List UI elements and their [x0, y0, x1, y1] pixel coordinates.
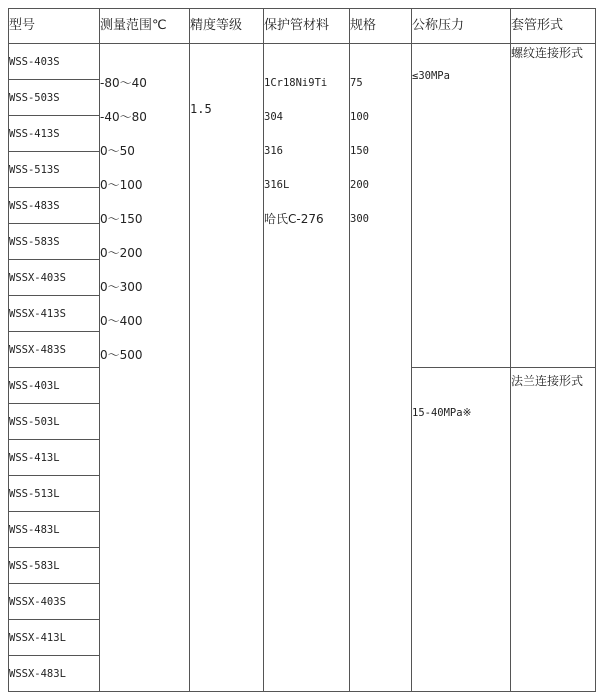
range-item: 0～150	[100, 212, 143, 226]
model-cell: WSS-403L	[9, 368, 100, 404]
size-item: 100	[350, 111, 369, 123]
pressure-value: 15-40MPa※	[412, 407, 472, 419]
size-item: 200	[350, 179, 369, 191]
range-item: 0～200	[100, 246, 143, 260]
header-size: 规格	[350, 9, 412, 44]
material-cell	[264, 44, 350, 692]
model-cell: WSS-503S	[9, 80, 100, 116]
model-cell: WSS-413S	[9, 116, 100, 152]
model-cell: WSS-583S	[9, 224, 100, 260]
model-cell: WSSX-483L	[9, 656, 100, 692]
model-cell: WSSX-403S	[9, 260, 100, 296]
range-item: -80～40	[100, 76, 147, 90]
size-item: 75	[350, 77, 363, 89]
spec-table	[8, 8, 596, 692]
model-cell: WSSX-403S	[9, 584, 100, 620]
model-cell: WSS-583L	[9, 548, 100, 584]
model-cell: WSS-513S	[9, 152, 100, 188]
range-item: -40～80	[100, 110, 147, 124]
range-item: 0～400	[100, 314, 143, 328]
material-item: 304	[264, 111, 283, 123]
model-cell: WSS-483S	[9, 188, 100, 224]
accuracy-cell: 1.5	[190, 44, 264, 692]
model-cell: WSSX-413S	[9, 296, 100, 332]
range-item: 0～50	[100, 144, 135, 158]
model-cell: WSS-483L	[9, 512, 100, 548]
form-cell-thread: 螺纹连接形式	[511, 44, 596, 368]
header-range: 测量范围℃	[100, 9, 190, 44]
table-row	[9, 44, 596, 80]
material-item: 316	[264, 145, 283, 157]
header-pressure: 公称压力	[412, 9, 511, 44]
range-item: 0～100	[100, 178, 143, 192]
range-item: 0～500	[100, 348, 143, 362]
size-cell	[350, 44, 412, 692]
size-item: 150	[350, 145, 369, 157]
pressure-cell-flange	[412, 368, 511, 692]
header-model: 型号	[9, 9, 100, 44]
pressure-cell-thread	[412, 44, 511, 368]
header-form: 套管形式	[511, 9, 596, 44]
header-accuracy: 精度等级	[190, 9, 264, 44]
model-cell: WSS-413L	[9, 440, 100, 476]
header-material: 保护管材料	[264, 9, 350, 44]
model-cell: WSS-403S	[9, 44, 100, 80]
material-item: 316L	[264, 179, 290, 191]
size-item: 300	[350, 213, 369, 225]
model-cell: WSS-503L	[9, 404, 100, 440]
range-item: 0～300	[100, 280, 143, 294]
material-item: 1Cr18Ni9Ti	[264, 77, 328, 89]
header-row	[9, 9, 596, 44]
material-item: 哈氏C-276	[264, 212, 324, 226]
model-cell: WSSX-413L	[9, 620, 100, 656]
model-cell: WSS-513L	[9, 476, 100, 512]
form-cell-flange: 法兰连接形式	[511, 368, 596, 692]
model-cell: WSSX-483S	[9, 332, 100, 368]
range-cell	[100, 44, 190, 692]
pressure-value: ≤30MPa	[412, 70, 450, 82]
